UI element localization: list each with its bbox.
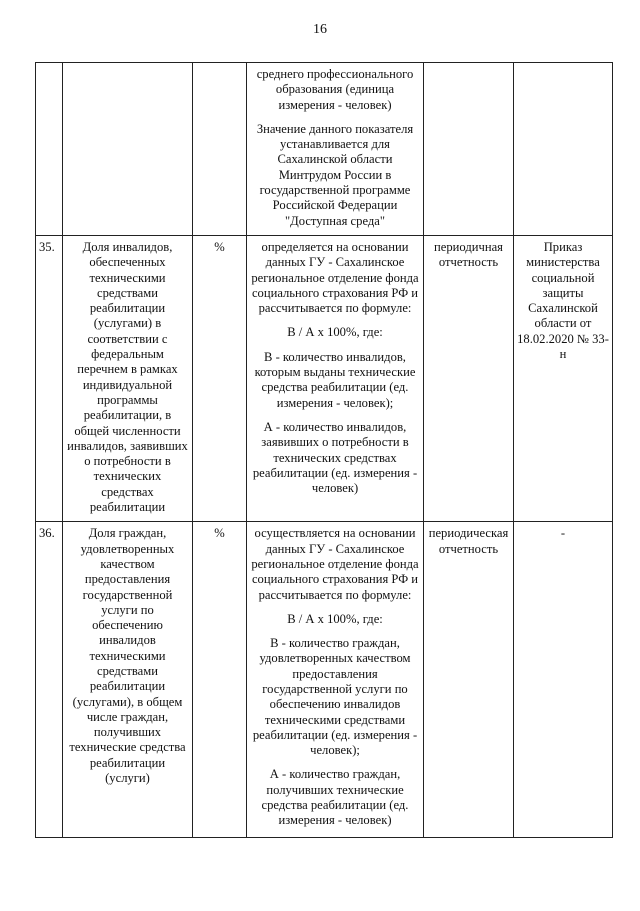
indicator-name: Доля инвалидов, обеспеченных техническими средствами реабилитации (услугами) в соответствии с федеральным перечнем в рамках индивидуальной программы реабилитации, в общей численности инвалидов, заявивших о потребности в технических средствах реабилитации bbox=[63, 235, 193, 521]
calc-paragraph: В - количество инвалидов, которым выданы технические средства реабилитации (ед. измерения - человек); bbox=[254, 349, 416, 410]
unit bbox=[193, 63, 247, 236]
formula: В / А х 100%, где: bbox=[287, 325, 383, 340]
source-document: Приказ министерства социальной защиты Сахалинской области от 18.02.2020 № 33-н bbox=[514, 235, 613, 521]
indicator-name bbox=[63, 63, 193, 236]
table-row bbox=[36, 63, 613, 236]
calc-paragraph: В - количество граждан, удовлетворенных качеством предоставления государственной услуги по обеспечению инвалидов техническими средствами реабилитации (ед. измерения - человек); bbox=[252, 636, 418, 758]
row-number: 35. bbox=[36, 235, 63, 521]
calc-paragraph: А - количество инвалидов, заявивших о потребности в технических средствах реабилитации (ед. измерения - человек) bbox=[252, 419, 418, 496]
unit: % bbox=[193, 522, 247, 838]
periodicity bbox=[424, 63, 514, 236]
page-number: 16 bbox=[313, 22, 327, 37]
calc-paragraph: А - количество граждан, получивших технические средства реабилитации (ед. измерения - человек) bbox=[261, 767, 409, 828]
indicator-name: Доля граждан, удовлетворенных качеством предоставления государственной услуги по обеспечению инвалидов техническими средствами реабилитации (услугами), в общем числе граждан, получивших технические средства реабилитации (услуги) bbox=[63, 522, 193, 838]
formula: В / А х 100%, где: bbox=[287, 611, 383, 626]
periodicity: периодическая отчетность bbox=[424, 522, 514, 838]
source-document: - bbox=[514, 522, 613, 838]
source-document bbox=[514, 63, 613, 236]
indicator-table bbox=[35, 62, 613, 838]
table-row bbox=[36, 522, 613, 838]
calc-paragraph: среднего профессионального образования (единица измерения - человек) bbox=[256, 67, 414, 112]
row-number bbox=[36, 63, 63, 236]
row-number: 36. bbox=[36, 522, 63, 838]
periodicity: периодичная отчетность bbox=[424, 235, 514, 521]
calculation-method bbox=[247, 522, 424, 838]
calc-paragraph: определяется на основании данных ГУ - Сахалинское региональное отделение фонда социального страхования РФ и рассчитывается по формуле: bbox=[251, 239, 419, 316]
calc-paragraph: Значение данного показателя устанавливается для Сахалинской области Минтрудом России в государственной программе Российской Федерации "Доступная среда" bbox=[256, 121, 414, 228]
unit: % bbox=[193, 235, 247, 521]
calculation-method bbox=[247, 63, 424, 236]
calc-paragraph: осуществляется на основании данных ГУ - Сахалинское региональное отделение фонда социального страхования РФ и рассчитывается по формуле: bbox=[251, 526, 419, 602]
table-row bbox=[36, 235, 613, 521]
calculation-method bbox=[247, 235, 424, 521]
